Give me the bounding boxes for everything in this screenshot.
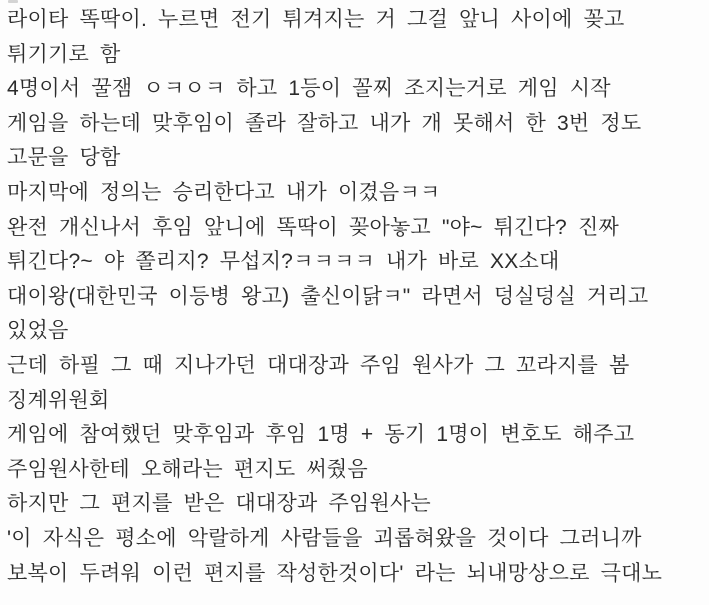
text-line: 하지만 그 편지를 받은 대대장과 주임원사는	[7, 492, 431, 516]
text-line: 튀기기로 함	[7, 42, 121, 66]
text-line: 라이타 똑딱이. 누르면 전기 튀겨지는 거 그걸 앞니 사이에 꽂고	[7, 8, 625, 31]
story-text-block	[7, 3, 705, 591]
text-line: '이 자식은 평소에 악랄하게 사람들을 괴롭혀왔을 것이다 그러니까	[7, 526, 642, 550]
text-line: 보복이 두려워 이런 편지를 작성한것이다' 라는 뇌내망상으로 극대노	[7, 561, 663, 585]
text-line: 징계위원회	[7, 388, 110, 412]
text-line: 주임원사한테 오해라는 편지도 써줬음	[7, 457, 368, 481]
text-line: 있었음	[7, 319, 69, 343]
text-line: 대이왕(대한민국 이등병 왕고) 출신이닭ㅋ" 라면서 덩실덩실 거리고	[7, 284, 649, 308]
text-line: 튀긴다?~ 야 쫄리지? 무섭지?ㅋㅋㅋㅋ 내가 바로 XX소대	[7, 250, 560, 274]
text-line: 게임에 참여했던 맞후임과 후임 1명 + 동기 1명이 변호도 해주고	[7, 423, 635, 447]
text-line: 완전 개신나서 후임 앞니에 똑딱이 꽂아놓고 "야~ 튀긴다? 진짜	[7, 215, 619, 239]
text-line: 근데 하필 그 때 지나가던 대대장과 주임 원사가 그 꼬라지를 봄	[7, 353, 630, 377]
text-line: 마지막에 정의는 승리한다고 내가 이겼음ㅋㅋ	[7, 180, 441, 204]
text-line: 게임을 하는데 맞후임이 졸라 잘하고 내가 개 못해서 한 3번 정도	[7, 111, 642, 135]
text-line: 4명이서 꿀잼 ㅇㅋㅇㅋ 하고 1등이 꼴찌 조지는거로 게임 시작	[7, 77, 611, 101]
text-line: 고문을 당함	[7, 146, 121, 170]
